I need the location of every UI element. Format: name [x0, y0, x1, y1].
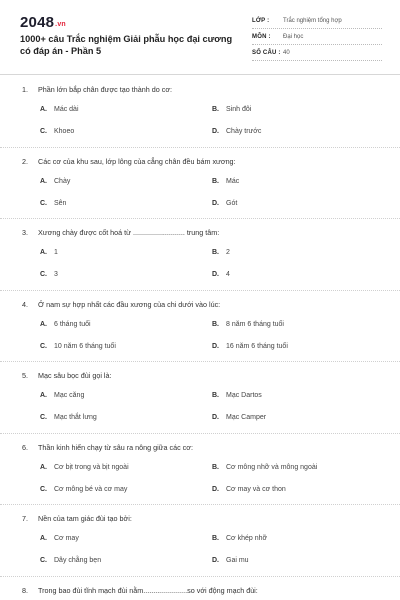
option-text: Cơ mông bé và cơ may [54, 485, 128, 493]
option-letter: A. [40, 106, 47, 113]
option-letter: B. [212, 463, 219, 471]
option-text: Mạc Dartos [226, 392, 262, 399]
question-text [22, 586, 258, 595]
option-letter: C. [40, 128, 47, 135]
question-number: 8. [22, 585, 28, 595]
option-letter: A. [40, 463, 47, 471]
question-item [0, 291, 400, 363]
option-letter: C. [40, 199, 47, 207]
document-header [0, 0, 400, 72]
option-letter: B. [212, 320, 219, 328]
option-letter: B. [212, 392, 219, 399]
option-a[interactable] [40, 392, 84, 399]
option-text: 1 [54, 249, 58, 256]
question-stem: Ở nam sự hợp nhất các đầu xương của chi dưới vào lúc: [38, 299, 221, 309]
question-stem: Các cơ của khu sau, lớp lông của cẳng chân đều bám xương: [38, 156, 236, 166]
question-text [22, 514, 132, 523]
option-b[interactable] [212, 178, 239, 185]
document-meta [252, 13, 382, 61]
option-text: 6 tháng tuổi [54, 320, 91, 328]
option-text: Cơ mông nhỡ và mông ngoài [226, 463, 318, 471]
logo-text: 2048 [20, 14, 55, 31]
option-text: Cơ may và cơ thon [226, 485, 286, 493]
site-logo[interactable] [20, 14, 66, 31]
meta-row-subject [252, 29, 382, 45]
option-letter: D. [212, 271, 219, 278]
question-number: 6. [22, 442, 28, 452]
header-divider [0, 74, 400, 75]
option-letter: A. [40, 177, 47, 185]
option-text: Mạc căng [54, 392, 85, 399]
meta-value: Trắc nghiệm tổng hợp [283, 17, 342, 24]
option-text: Cơ bịt trong và bịt ngoài [54, 463, 129, 471]
option-c[interactable] [40, 271, 58, 278]
question-number: 2. [22, 156, 28, 166]
option-b[interactable] [212, 392, 262, 399]
option-text: 4 [226, 271, 230, 278]
option-c[interactable] [40, 557, 101, 564]
option-letter: D. [212, 199, 219, 207]
question-item [0, 148, 400, 220]
option-text: Chày trước [226, 128, 262, 135]
option-letter: B. [212, 106, 219, 113]
option-b[interactable] [212, 106, 251, 113]
option-letter: A. [40, 392, 47, 399]
option-letter: C. [40, 271, 47, 278]
option-text: Cơ may [54, 535, 79, 542]
option-letter: C. [40, 557, 47, 564]
option-text: Mạc thắt lưng [54, 414, 97, 421]
option-text: Mạc Camper [226, 414, 267, 421]
option-text: Chày [54, 177, 71, 185]
option-text: 16 năm 6 tháng tuổi [226, 342, 288, 350]
option-c[interactable] [40, 343, 116, 350]
option-letter: C. [40, 342, 47, 350]
option-a[interactable] [40, 178, 70, 185]
option-letter: D. [212, 128, 219, 135]
option-d[interactable] [212, 271, 230, 278]
option-text: Khoeo [54, 128, 75, 135]
question-item [0, 76, 400, 148]
option-text: 10 năm 6 tháng tuổi [54, 342, 116, 350]
option-c[interactable] [40, 486, 127, 493]
logo-tld: .vn [55, 21, 66, 28]
question-text [22, 443, 193, 452]
question-stem: Xương chày được cốt hoá từ .......................... trung tâm: [38, 228, 220, 237]
question-number: 5. [22, 371, 28, 380]
option-d[interactable] [212, 343, 288, 350]
option-text: 8 năm 6 tháng tuổi [226, 320, 284, 328]
option-b[interactable] [212, 321, 284, 328]
option-text: Sinh đôi [226, 106, 252, 113]
option-d[interactable] [212, 414, 266, 421]
document-title: 1000+ câu Trắc nghiệm Giải phẫu học đại cương có đáp án - Phần 5 [20, 34, 233, 56]
question-item [0, 577, 400, 600]
question-text [22, 228, 219, 237]
question-text [22, 85, 172, 94]
option-text: Dây chằng bẹn [54, 557, 102, 564]
question-stem: Nền của tam giác đùi tạo bởi: [38, 514, 132, 523]
option-a[interactable] [40, 321, 91, 328]
meta-row-class [252, 13, 382, 29]
meta-value: Đại học [283, 33, 304, 40]
question-stem: Trong bao đùi tĩnh mạch đùi nằm......................so với động mạch đùi: [38, 585, 258, 595]
option-text: Cơ khép nhỡ [226, 535, 268, 542]
question-text [22, 157, 236, 166]
option-letter: B. [212, 177, 219, 185]
question-number: 1. [22, 85, 28, 94]
question-item [0, 362, 400, 434]
option-letter: B. [212, 535, 219, 542]
question-text [22, 371, 112, 380]
question-list [0, 76, 400, 600]
option-text: Gai mu [226, 557, 249, 564]
option-letter: D. [212, 485, 219, 493]
option-a[interactable] [40, 464, 129, 471]
option-d[interactable] [212, 557, 249, 564]
option-text: Gót [226, 199, 238, 207]
question-stem: Thần kinh hiển chạy từ sâu ra nông giữa các cơ: [38, 442, 193, 452]
question-item [0, 219, 400, 291]
option-letter: C. [40, 414, 47, 421]
option-c[interactable] [40, 200, 66, 207]
meta-label: MÔN : [252, 33, 271, 40]
question-item [0, 434, 400, 506]
option-d[interactable] [212, 486, 286, 493]
option-b[interactable] [212, 249, 230, 256]
option-letter: D. [212, 342, 219, 350]
option-d[interactable] [212, 200, 237, 207]
option-text: Mác dài [54, 106, 79, 113]
option-letter: D. [212, 557, 219, 564]
option-letter: A. [40, 249, 47, 256]
meta-row-count [252, 45, 382, 61]
meta-label: SỐ CÂU : [252, 49, 281, 56]
option-a[interactable] [40, 249, 58, 256]
option-c[interactable] [40, 128, 74, 135]
question-item [0, 505, 400, 577]
option-text: Sên [54, 199, 67, 207]
question-number: 3. [22, 228, 28, 237]
option-c[interactable] [40, 414, 97, 421]
question-number: 4. [22, 299, 28, 309]
option-letter: A. [40, 320, 47, 328]
option-a[interactable] [40, 535, 79, 542]
option-letter: A. [40, 535, 47, 542]
option-text: 2 [226, 249, 230, 256]
option-letter: B. [212, 249, 219, 256]
option-d[interactable] [212, 128, 261, 135]
option-a[interactable] [40, 106, 79, 113]
option-b[interactable] [212, 464, 317, 471]
option-text: 3 [54, 271, 58, 278]
meta-label: LỚP : [252, 17, 270, 24]
option-b[interactable] [212, 535, 267, 542]
option-letter: C. [40, 485, 47, 493]
meta-value: 40 [283, 49, 290, 56]
option-letter: D. [212, 414, 219, 421]
question-stem: Phần lớn bắp chân được tạo thành do cơ: [38, 85, 173, 94]
question-stem: Mạc sâu bọc đùi gọi là: [38, 371, 112, 380]
question-text [22, 300, 220, 309]
option-text: Mác [226, 177, 240, 185]
question-number: 7. [22, 514, 28, 523]
